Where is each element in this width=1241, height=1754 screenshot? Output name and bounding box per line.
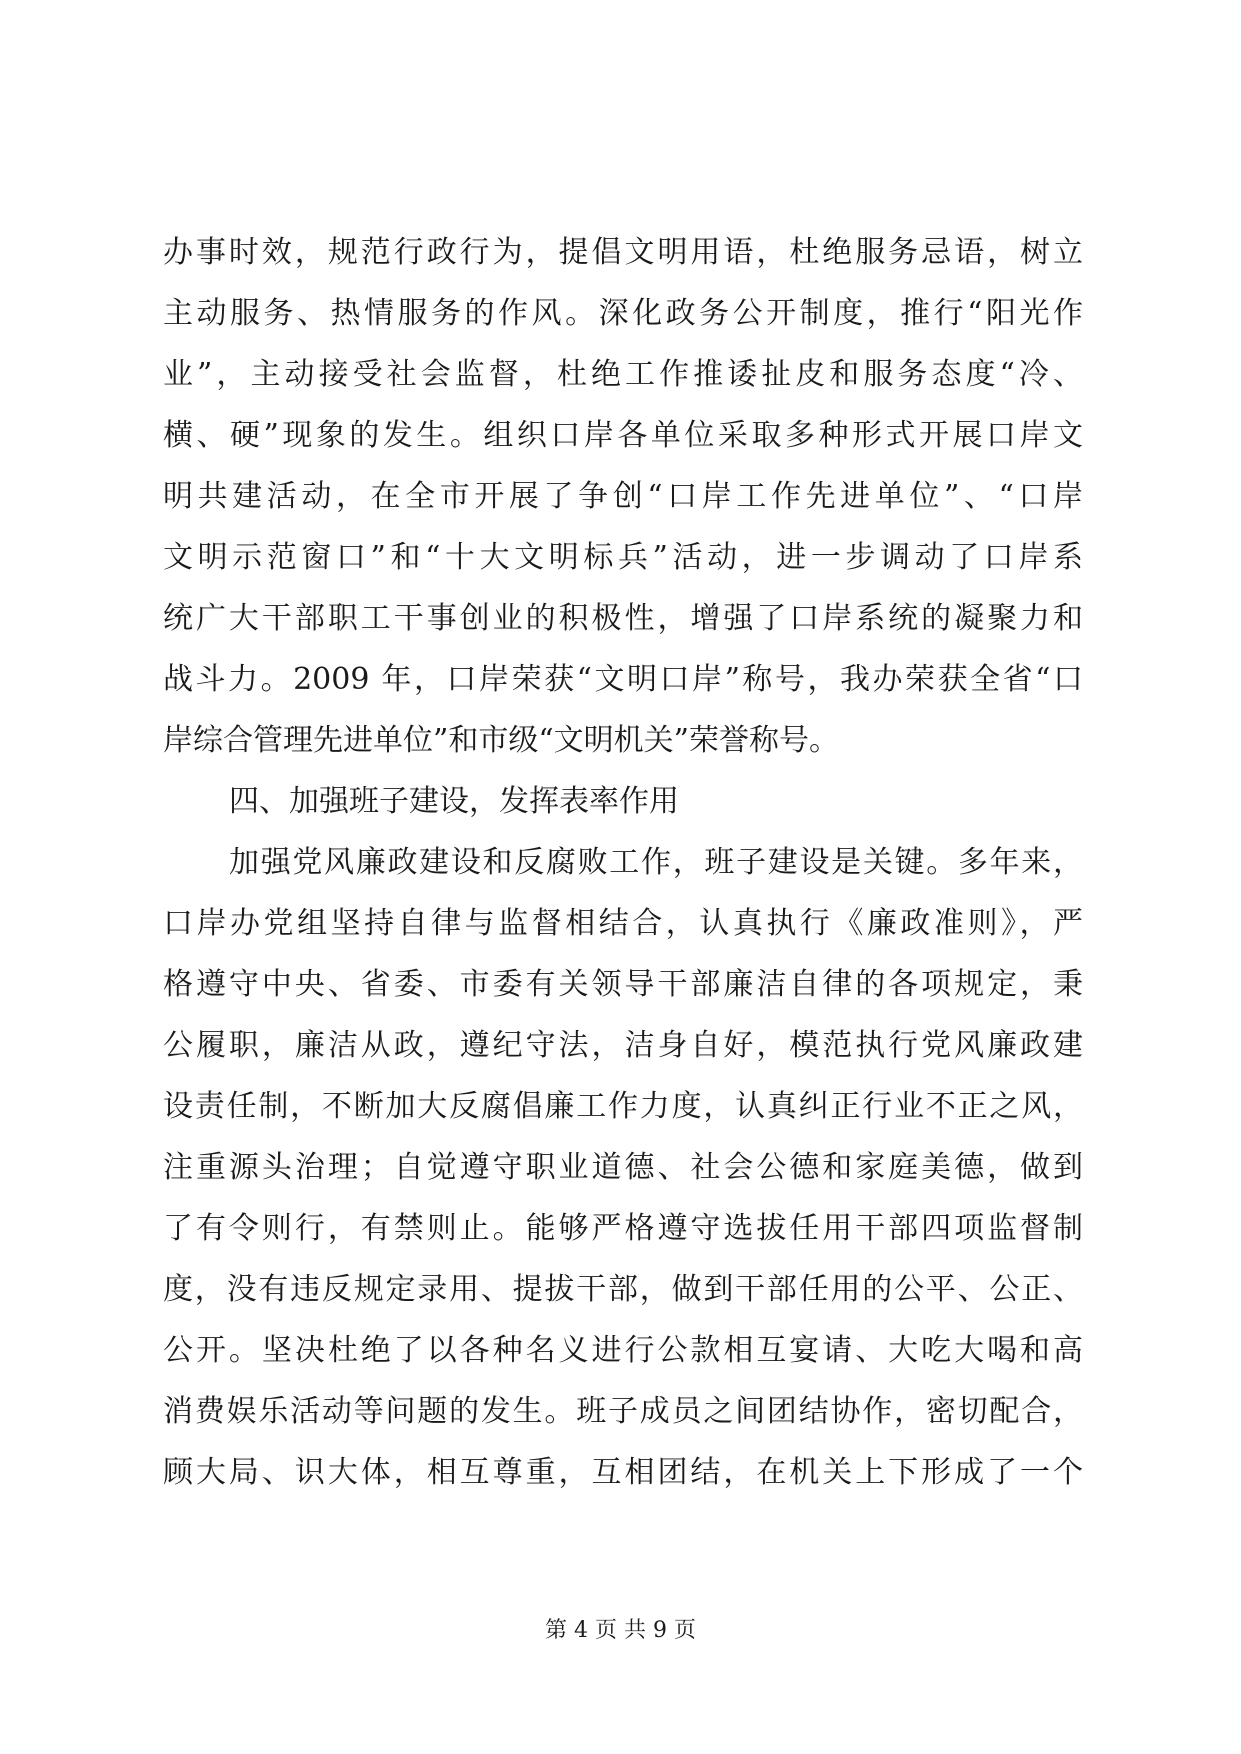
paragraph-line: 格遵守中央、省委、市委有关领导干部廉洁自律的各项规定，秉 <box>163 967 1083 1002</box>
paragraph-line: 注重源头治理；自觉遵守职业道德、社会公德和家庭美德，做到 <box>163 1150 1083 1185</box>
paragraph-line: 公开。坚决杜绝了以各种名义进行公款相互宴请、大吃大喝和高 <box>163 1333 1083 1368</box>
paragraph-line: 公履职，廉洁从政，遵纪守法，洁身自好，模范执行党风廉政建 <box>163 1028 1083 1063</box>
paragraph-line: 度，没有违反规定录用、提拔干部，做到干部任用的公平、公正、 <box>163 1272 1083 1307</box>
paragraph-line: 了有令则行，有禁则止。能够严格遵守选拔任用干部四项监督制 <box>163 1211 1083 1246</box>
section-heading: 四、加强班子建设，发挥表率作用 <box>229 784 679 819</box>
paragraph-line: 明共建活动，在全市开展了争创“口岸工作先进单位”、“口岸 <box>163 479 1083 514</box>
document-body <box>163 222 1083 1503</box>
paragraph-line: 战斗力。2009 年，口岸荣获“文明口岸”称号，我办荣获全省“口 <box>163 662 1083 697</box>
page-number-footer: 第 4 页 共 9 页 <box>545 1618 696 1643</box>
paragraph-line: 横、硬”现象的发生。组织口岸各单位采取多种形式开展口岸文 <box>163 418 1083 453</box>
paragraph-line: 办事时效，规范行政行为，提倡文明用语，杜绝服务忌语，树立 <box>163 235 1083 270</box>
paragraph-line: 设责任制，不断加大反腐倡廉工作力度，认真纠正行业不正之风， <box>163 1089 1083 1124</box>
paragraph-line: 口岸办党组坚持自律与监督相结合，认真执行《廉政准则》，严 <box>163 906 1083 941</box>
paragraph-line: 岸综合管理先进单位”和市级“文明机关”荣誉称号。 <box>163 723 840 758</box>
paragraph-line: 统广大干部职工干事创业的积极性，增强了口岸系统的凝聚力和 <box>163 601 1083 636</box>
paragraph-line: 顾大局、识大体，相互尊重，互相团结，在机关上下形成了一个 <box>163 1455 1083 1490</box>
paragraph-line: 文明示范窗口”和“十大文明标兵”活动，进一步调动了口岸系 <box>163 540 1083 575</box>
paragraph-line: 消费娱乐活动等问题的发生。班子成员之间团结协作，密切配合， <box>163 1394 1083 1429</box>
paragraph-line: 业”，主动接受社会监督，杜绝工作推诿扯皮和服务态度“冷、 <box>163 357 1083 392</box>
paragraph-line: 主动服务、热情服务的作风。深化政务公开制度，推行“阳光作 <box>163 296 1083 331</box>
paragraph-line: 加强党风廉政建设和反腐败工作，班子建设是关键。多年来， <box>229 845 1083 880</box>
